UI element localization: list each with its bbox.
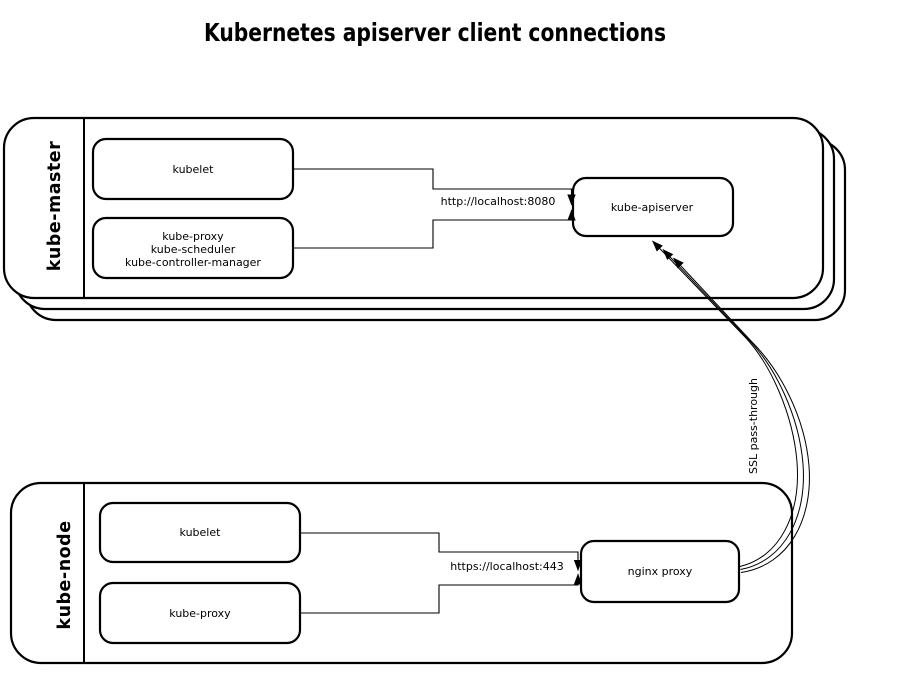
diagram-title: Kubernetes apiserver client connections <box>204 18 666 47</box>
ssl-pass-through-label: SSL pass-through <box>747 378 760 474</box>
master-control-plane-line-1: kube-proxy <box>162 230 224 243</box>
kube-apiserver-label: kube-apiserver <box>610 201 694 214</box>
kube-apiserver-box <box>573 178 733 236</box>
kube-node-label: kube-node <box>55 520 75 630</box>
node-kube-proxy-label: kube-proxy <box>169 607 231 620</box>
node-kubelet-label: kubelet <box>179 526 221 539</box>
master-control-plane-box <box>93 218 293 278</box>
edge-label-https-localhost-443: https://localhost:443 <box>450 560 564 573</box>
master-control-plane-line-2: kube-scheduler <box>150 243 236 256</box>
master-kubelet-box <box>93 139 293 199</box>
edge-label-http-localhost-8080: http://localhost:8080 <box>440 195 556 208</box>
nginx-proxy-label: nginx proxy <box>627 565 693 578</box>
master-control-plane-line-3: kube-controller-manager <box>125 256 261 269</box>
node-kubelet-box <box>100 503 300 562</box>
master-kubelet-label: kubelet <box>172 163 214 176</box>
node-kube-proxy-box <box>100 583 300 643</box>
nginx-proxy-box <box>581 541 739 602</box>
kube-master-label: kube-master <box>45 140 65 272</box>
